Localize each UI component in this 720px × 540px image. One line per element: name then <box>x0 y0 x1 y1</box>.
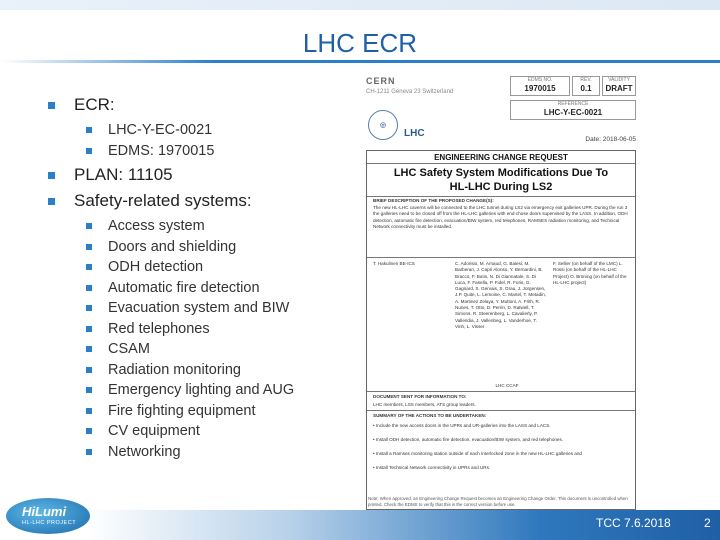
bullet-square-icon <box>86 387 92 393</box>
bullet-square-icon <box>86 428 92 434</box>
org-name: CERN <box>366 76 396 86</box>
rev-caption: REV. <box>580 77 592 83</box>
edms-box <box>510 76 570 96</box>
sub-bullet <box>48 298 348 319</box>
footer-date: TCC 7.6.2018 <box>596 516 671 530</box>
divider <box>367 257 635 258</box>
bullet-square-icon <box>86 408 92 414</box>
sub-bullet-text: Networking <box>108 443 181 460</box>
bullet-square-icon <box>86 127 92 133</box>
bullet-square-icon <box>86 223 92 229</box>
bullet-square-icon <box>86 326 92 332</box>
sub-bullet <box>48 339 348 360</box>
action-item: • Install ODH detection, automatic fire detection, evacuation/BIW system, and red telephones. <box>373 437 564 442</box>
logo-name: HiLumi <box>22 504 67 519</box>
sub-bullet-text: Doors and shielding <box>108 238 237 255</box>
action-item: • Install Technical Network connectivity in UPRs and URs. <box>373 465 491 470</box>
sub-bullet <box>48 278 348 299</box>
distribution-heading: DOCUMENT SENT FOR INFORMATION TO: <box>373 394 467 399</box>
bullet-square-icon <box>48 102 55 109</box>
sub-bullet <box>48 319 348 340</box>
reference-caption: REFERENCE <box>557 101 589 107</box>
reference-box <box>510 100 636 120</box>
bullet-square-icon <box>86 305 92 311</box>
divider <box>367 410 635 411</box>
sub-bullet-text: Emergency lighting and AUG <box>108 382 295 398</box>
sub-bullet-text: LHC-Y-EC-0021 <box>108 122 213 138</box>
sub-bullet <box>48 380 348 401</box>
action-text: Install a Ramses monitoring station outside of each interlocked zone in the new HL-LHC galleries and <box>375 451 582 456</box>
distribution-list: LHC members, LSS members, ATS group leaders. <box>373 402 476 407</box>
summary-heading: SUMMARY OF THE ACTIONS TO BE UNDERTAKEN: <box>373 413 487 418</box>
validity-status: DRAFT <box>605 84 633 93</box>
action-text: Install Technical Network connectivity in UPRs and URs. <box>375 465 491 470</box>
document-date: Date: 2018-06-05 <box>585 136 636 143</box>
sub-bullet <box>48 421 348 442</box>
bullet-square-icon <box>86 264 92 270</box>
ecr-title <box>367 166 635 194</box>
bullet-square-icon <box>86 449 92 455</box>
bullet-square-icon <box>86 367 92 373</box>
page-number: 2 <box>704 516 711 530</box>
action-text: Install ODH detection, automatic fire detection, evacuation/BIW system, and red telephones. <box>375 437 564 442</box>
sub-bullet-text: Red telephones <box>108 320 210 337</box>
rev-box <box>572 76 600 96</box>
ecr-document-image <box>362 72 638 512</box>
action-item: • Install a Ramses monitoring station outside of each interlocked zone in the new HL-LHC galleries and <box>373 451 582 456</box>
sub-bullet <box>48 360 348 381</box>
bullet-safety <box>48 190 348 212</box>
bullet-text: PLAN: 11105 <box>74 165 173 184</box>
sub-bullet-text: CSAM <box>108 341 150 357</box>
checked-by: C. Adorisio, M. Arnaud, G. Baiesi, M. Barberan, J. Capri Alonso, Y. Bernardini, B. Bracco, F. Butin, N. Di Giannatale, S. Di Luca, F. Fasella, P. Fidel, R. Foris, G. Gagnard, S. Gervais, S. Grau, J. Jorgensen, J.P. Quite, L. Lemoine, C. Martel, T. Metadin, A. Martinez Zelaya, Y. Muttoni, A. Frith, R. Nunes, T. Otto, D. Perrin, D. Ratwell, T. Simons, R. Steerenberg, L. Cavalierly, P. Valleridia, J. Vallenbeg, L. Vanderhoe, T. Vinh, L. Visser <box>455 261 546 329</box>
reference-number: LHC-Y-EC-0021 <box>543 108 603 117</box>
sub-bullet <box>48 141 348 162</box>
sub-bullet-text: Evacuation system and BIW <box>108 300 290 316</box>
action-item: • Include the new access doors in the UPRs and UR-galleries into the LASS and LACS. <box>373 423 551 428</box>
rev-number: 0.1 <box>580 84 592 93</box>
copy-label: LHC CCAF <box>495 383 519 388</box>
divider <box>367 391 635 392</box>
project-name: LHC <box>404 128 425 139</box>
divider <box>367 196 635 197</box>
sub-bullet <box>48 442 348 463</box>
document-body <box>366 150 636 510</box>
sub-bullet-text: CV equipment <box>108 423 200 439</box>
prepared-by: T. Hakulinen BE-ICS <box>373 261 415 266</box>
divider <box>367 163 635 164</box>
top-band <box>0 0 720 10</box>
sub-bullet <box>48 120 348 141</box>
sub-bullet-text: Radiation monitoring <box>108 361 241 378</box>
bullet-square-icon <box>48 198 55 205</box>
sub-bullet-text: EDMS: 1970015 <box>108 142 215 159</box>
sub-bullet <box>48 216 348 237</box>
edms-number: 1970015 <box>524 84 556 93</box>
validity-caption: VALIDITY <box>608 77 630 83</box>
document-header <box>362 72 638 150</box>
ecr-title-line: HL-LHC During LS2 <box>449 181 553 193</box>
bullet-square-icon <box>86 346 92 352</box>
sub-bullet <box>48 257 348 278</box>
sub-bullet-text: ODH detection <box>108 259 204 275</box>
bullet-square-icon <box>86 244 92 250</box>
brief-heading: BRIEF DESCRIPTION OF THE PROPOSED CHANGE(S): <box>373 198 494 203</box>
cern-logo-icon: ◎ <box>368 110 398 140</box>
sub-bullet-text: Access system <box>108 218 205 234</box>
logo-subtitle: HL-LHC PROJECT <box>22 520 77 526</box>
brief-text: The new HL-LHC caverns will be connected to the LHC tunnel during LS2 via emergency exit galleries UPR. During the run 3 the galleries need to be closed off from the HL-LHC galleries with end-chose doors supervised by the LASS. In addition, ODH detection, automatic fire detection, evacuation/BIW system, red telephones, RAMSES radiation monitoring, and Technical Network connectivity must be installed. <box>373 205 628 230</box>
title-underline <box>0 60 720 63</box>
action-text: Include the new access doors in the UPRs and UR-galleries into the LASS and LACS. <box>375 423 551 428</box>
sub-bullet-text: Automatic fire detection <box>108 279 260 296</box>
bullet-square-icon <box>86 148 92 154</box>
ecr-title-line: LHC Safety System Modifications Due To <box>393 167 609 179</box>
bullet-text: Safety-related systems: <box>74 191 252 210</box>
bullet-plan <box>48 164 348 186</box>
org-address: CH-1211 Geneva 23 Switzerland <box>366 89 454 95</box>
sub-bullet-text: Fire fighting equipment <box>108 402 256 419</box>
sub-bullet <box>48 401 348 422</box>
approved-by: F. Sellier (on behalf of the LMC) L. Rossi (on behalf of the HL-LHC Project) O. Brüning (on behalf of the HL-LHC project) <box>553 261 627 285</box>
bullet-list <box>48 94 348 462</box>
bullet-text: ECR: <box>74 95 115 114</box>
bullet-ecr <box>48 94 348 116</box>
validity-box <box>602 76 636 96</box>
hilumi-logo <box>6 494 90 534</box>
ecr-header: ENGINEERING CHANGE REQUEST <box>434 153 568 162</box>
document-footer-note: Note: When approved, an Engineering Change Request becomes an Engineering Change Order. This document is uncontrolled when printed. Check the EDMS to verify that this is the correct version before use. <box>368 496 628 507</box>
edms-caption: EDMS NO. <box>527 77 553 83</box>
bullet-square-icon <box>48 172 55 179</box>
sub-bullet <box>48 237 348 258</box>
bullet-square-icon <box>86 285 92 291</box>
slide-title: LHC ECR <box>302 28 418 58</box>
